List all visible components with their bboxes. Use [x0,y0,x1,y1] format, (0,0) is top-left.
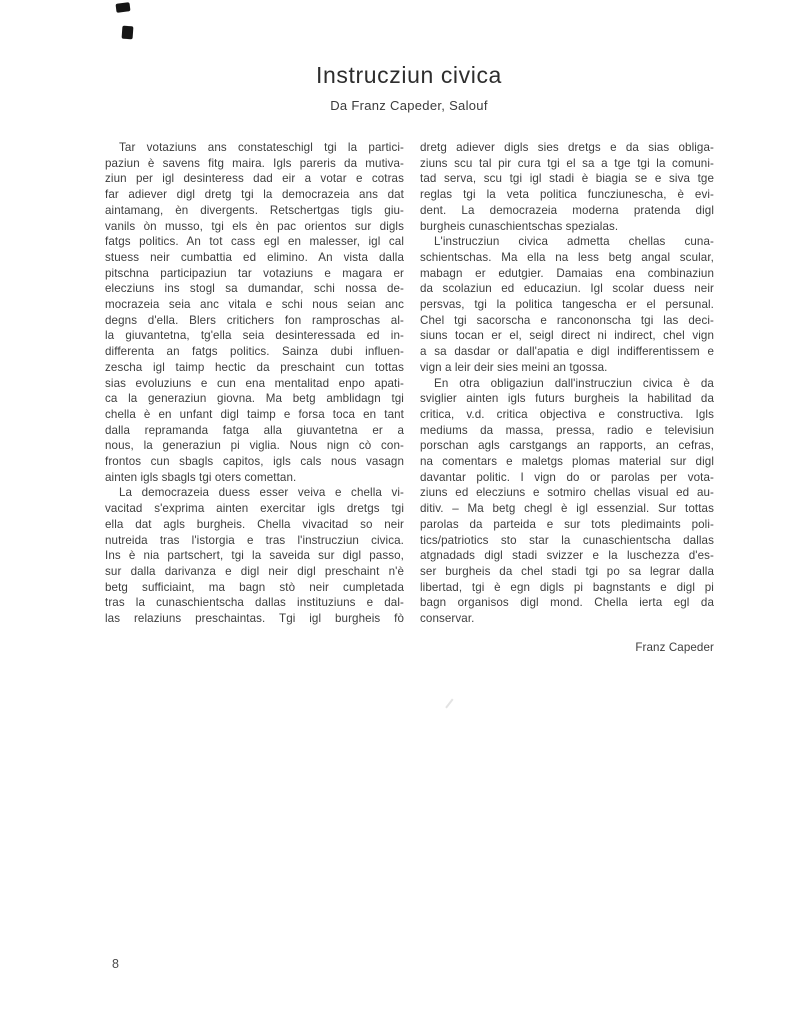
text-column-left [105,140,404,627]
text-line: parolas da parteida e sur tots pledimaints poli- [420,517,714,531]
text-line: mediums da massa, pressa, radio e televisiun [420,423,714,437]
text-line: persvas, tgi la politica tangescha er el persunal. [420,298,714,312]
article-header [105,62,713,113]
text-line: ser burgheis da chel stadi tgi po sa legrar dalla [420,564,714,578]
text-line: frontos cun sbagls capitos, igls cals nous vasagn [105,455,404,469]
text-line: vign a leir deir sies meini an tgossa. [420,360,608,374]
text-line: tad serva, scu tgi igl stadi è biagia se e siva tge [420,172,714,186]
article-title: Instrucziun civica [316,62,502,88]
text-line: far adiever digl dretg tgi la democrazeia ans dat [105,188,404,202]
column-content [420,140,714,627]
text-line: tics/patriotics sto star la cunaschientscha dallas [420,533,714,547]
text-line: pitschna participaziun tar votaziuns e magara er [105,266,404,280]
text-line: las relaziuns preschaintas. Tgi igl burgheis fò [105,612,404,626]
text-line: sias evoluziuns e cun ena mentalitad enpo apati- [105,376,404,390]
text-line: La democrazeia duess esser veiva e chella vi- [119,486,404,500]
text-line: aintamang, èn divergents. Retschertgas tigls giu- [105,203,404,217]
text-line: zescha igl taimp hectic da preschaint cun tottas [105,360,404,374]
text-line: na comentars e maletgs plomas material sur digl [420,455,714,469]
text-line: siuns tocan er el, seigl direct ni indirect, chel vign [420,329,714,343]
text-line: critica, v.d. critica objectiva e constructiva. Igls [420,407,714,421]
text-line: dent. La democrazeia moderna pratenda digl [420,203,714,217]
text-line: nous, la generaziun pi viglia. Nous nign cò con- [105,439,404,453]
text-line: libertad, tgi è egn digls pi bagnstants e digl pi [420,580,714,594]
text-line: dretg adiever digls sies dretgs e da sias obliga- [420,141,714,154]
text-line: sviglier ainten igls futurs burgheis la habilitad da [420,392,714,406]
text-line: betg sufficiaint, ma bagn stò neir cumpletada [105,580,404,594]
text-line: Chel tgi sacorscha e rancononscha tgi las deci- [420,313,714,327]
text-line: tras la cunaschientscha dallas instituziuns e dal- [105,596,404,610]
text-line: a sa dasdar or dall'apatia e digl indifferentissem e [420,345,714,359]
text-line: degns d'ella. Blers critichers fon ramproschas al- [105,313,404,327]
scan-scratch-artifact [445,699,464,717]
text-line: bagn organisos digl mond. Chella ierta egl da [420,596,714,610]
text-line: ca la generaziun giovna. Ma betg amblidagn tgi [105,392,404,406]
text-line: da scolaziun ed educaziun. Igl scolar duess neir [420,282,714,296]
text-line: Ins è nia partschert, tgi la saveida sur digl passo, [105,549,404,563]
paragraph [105,485,404,626]
author-signature: Franz Capeder [635,640,714,654]
page-number: 8 [112,957,119,971]
paragraph [105,140,404,485]
scan-ink-artifact [116,2,131,13]
text-line: mabagn er edutgier. Damaias ena combinaziun [420,266,714,280]
text-line: paziun è savens fitg maira. Igls pareris da mutiva- [105,156,404,170]
text-line: ziun per igl desinteress dad eir a votar e cotras [105,172,404,186]
text-line: Tar votaziuns ans constateschigl tgi la partici- [119,141,404,154]
text-line: ziuns ed elecziuns e sotmiro chellas visual ed au- [420,486,714,500]
text-line: reglas tgi la veta politica funcziunescha, è evi- [420,188,714,202]
text-line: elecziuns ins stogl sa dumandar, schi nossa de- [105,282,404,296]
paragraph [420,234,714,375]
text-line: dalla repramanda fatga alla giuvantetna er a [105,423,404,437]
text-line: nutreida tras l'istorgia e tras l'instrucziun civica. [105,533,404,547]
article-byline: Da Franz Capeder, Salouf [330,98,488,113]
text-line: chella è en unfant digl taimp e forsa toca en tant [105,407,404,421]
text-line: vanils òn musso, tgi els èn pac orientos sur digls [105,219,404,233]
text-line: ella dat agls burgheis. Chella vivacitad so neir [105,517,404,531]
text-line: ditiv. – Ma betg chegl è igl essenzial. Sur tottas [420,502,714,516]
text-line: conservar. [420,612,475,626]
text-line: burgheis cunaschientschas spezialas. [420,219,619,233]
text-line: schientschas. Ma ella na less betg angal scular, [420,250,714,264]
text-line: porschan agls carstgangs an rapports, an cefras, [420,439,714,453]
text-line: L'instrucziun civica admetta chellas cuna- [434,235,714,249]
text-line: la giuvantetna, tg'ella seia desinteressada ed in- [105,329,404,343]
text-line: davantar politic. I vign do or parolas per vota- [420,470,714,484]
text-line: sur dalla darivanza e digl neir digl preschaint n'è [105,564,404,578]
paragraph [420,140,714,234]
text-line: mocrazeia seia anc vitala e schi nous seian anc [105,298,404,312]
text-line: En otra obligaziun dall'instrucziun civica è da [434,376,714,390]
text-line: ziuns scu tal pir cura tgi el sa a tge tgi la comuni- [420,156,714,170]
text-line: ainten igls sbagls tgi oters comettan. [105,470,297,484]
column-content [105,140,404,627]
scan-ink-artifact [122,26,134,40]
text-line: fatgs politics. An tot cass egl en malesser, igl cal [105,235,404,249]
text-line: stuess neir cumbattia ed elimino. An vista dalla [105,250,404,264]
text-line: atgnadads digl stadi svizzer e la luschezza d'es- [420,549,714,563]
text-column-right [420,140,714,656]
text-line: differenta an fatgs politics. Sainza dubi influen- [105,345,404,359]
text-line: vacitad s'exprima ainten exercitar igls dretgs tgi [105,502,404,516]
paragraph [420,376,714,627]
